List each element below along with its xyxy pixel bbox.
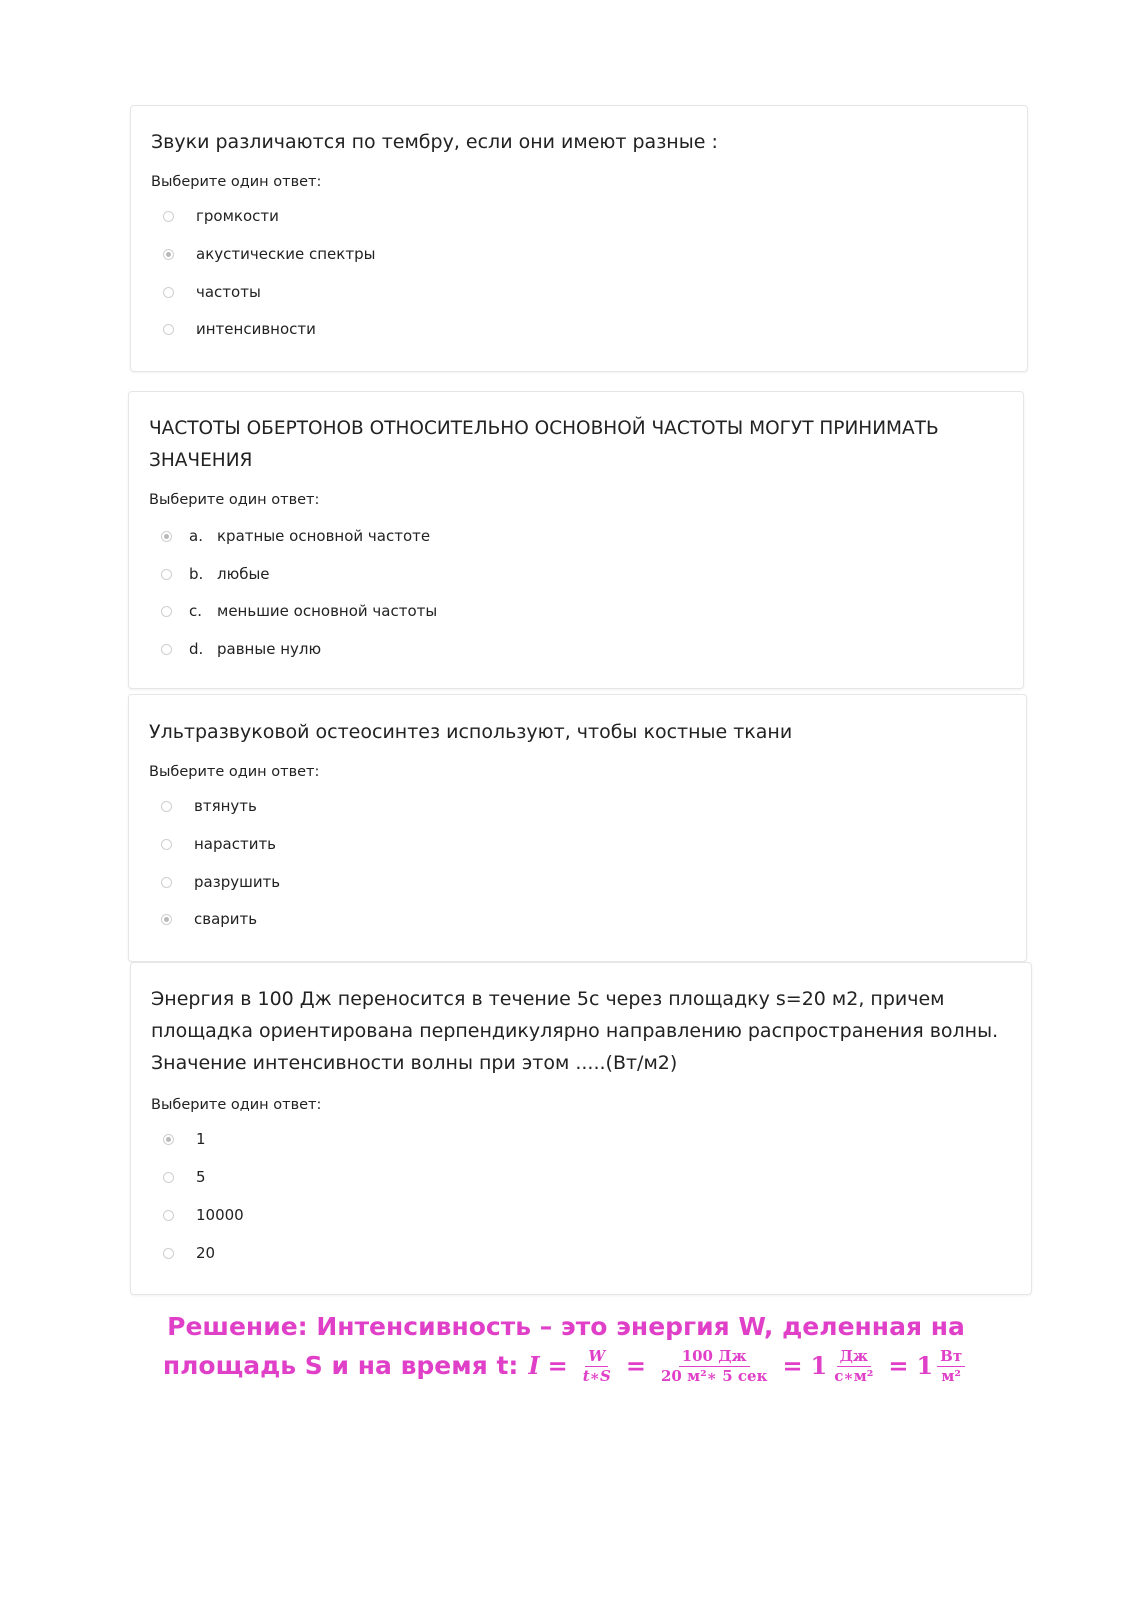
fraction-denominator: с∗м² — [834, 1366, 874, 1385]
radio-button[interactable] — [161, 801, 172, 812]
option-label: интенсивности — [196, 320, 316, 338]
option-letter: c. — [189, 602, 203, 620]
fraction-denominator: м² — [941, 1366, 961, 1385]
question-card-2 — [128, 391, 1024, 689]
answer-option[interactable] — [161, 599, 437, 623]
question-text: Энергия в 100 Дж переносится в течение 5с через площадку s=20 м2, причем площадка ориентирована перпендикулярно направлению распространения волны. Значение интенсивности волны при этом .....(Вт/м2) — [151, 988, 999, 1074]
fraction-unit-j — [831, 1347, 876, 1386]
option-label: меньшие основной частоты — [217, 602, 438, 620]
option-label: кратные основной частоте — [217, 527, 431, 545]
question-card-3 — [128, 694, 1027, 962]
fraction-numerator: Вт — [937, 1347, 965, 1367]
radio-button[interactable] — [161, 914, 172, 925]
formula-equals: = — [547, 1351, 568, 1380]
answer-option[interactable] — [163, 1165, 206, 1189]
answer-instruction: Выберите один ответ: — [151, 174, 322, 190]
question-card-4 — [130, 962, 1032, 1295]
answer-option[interactable] — [163, 1127, 206, 1151]
option-label: частоты — [196, 283, 261, 301]
option-label: равные нулю — [217, 640, 322, 658]
answer-option[interactable] — [163, 317, 316, 341]
option-label: акустические спектры — [196, 245, 376, 263]
option-label: разрушить — [194, 873, 281, 891]
option-letter: b. — [189, 565, 204, 583]
option-label: нарастить — [194, 835, 277, 853]
fraction-w-over-ts — [580, 1347, 614, 1386]
formula-one: 1 — [810, 1351, 828, 1380]
option-label: 1 — [196, 1130, 206, 1148]
question-text: Звуки различаются по тембру, если они имеют разные : — [151, 131, 718, 153]
formula-i: I — [528, 1351, 540, 1380]
radio-button[interactable] — [161, 606, 172, 617]
answer-option[interactable] — [161, 832, 276, 856]
answer-option[interactable] — [161, 524, 430, 548]
answer-instruction: Выберите один ответ: — [149, 764, 320, 780]
intensity-formula — [528, 1346, 969, 1386]
answer-instruction: Выберите один ответ: — [149, 492, 320, 508]
option-label: 5 — [196, 1168, 206, 1186]
radio-button[interactable] — [163, 1172, 174, 1183]
option-label: любые — [217, 565, 270, 583]
fraction-numerator: 100 Дж — [679, 1347, 750, 1367]
solution-line-1: Решение: Интенсивность – это энергия W, деленная на — [167, 1312, 965, 1341]
fraction-numerator: Дж — [837, 1347, 871, 1367]
answer-option[interactable] — [161, 637, 321, 661]
option-label: сварить — [194, 910, 258, 928]
fraction-denominator: t∗S — [582, 1366, 611, 1385]
radio-button[interactable] — [163, 1210, 174, 1221]
fraction-values — [658, 1347, 770, 1386]
option-label: втянуть — [194, 797, 257, 815]
radio-button[interactable] — [163, 1248, 174, 1259]
question-text: ЧАСТОТЫ ОБЕРТОНОВ ОТНОСИТЕЛЬНО ОСНОВНОЙ ЧАСТОТЫ МОГУТ ПРИНИМАТЬ ЗНАЧЕНИЯ — [149, 418, 939, 471]
radio-button[interactable] — [161, 877, 172, 888]
answer-instruction: Выберите один ответ: — [151, 1097, 322, 1113]
option-label: 20 — [196, 1244, 216, 1262]
answer-option[interactable] — [163, 1241, 215, 1265]
option-label: 10000 — [196, 1206, 244, 1224]
option-letter: d. — [189, 640, 204, 658]
radio-button[interactable] — [163, 287, 174, 298]
option-label: громкости — [196, 207, 279, 225]
radio-button[interactable] — [163, 324, 174, 335]
radio-button[interactable] — [163, 249, 174, 260]
radio-button[interactable] — [161, 569, 172, 580]
solution-prefix: площадь S и на время t: — [162, 1351, 519, 1380]
question-text: Ультразвуковой остеосинтез используют, чтобы костные ткани — [149, 721, 793, 743]
answer-option[interactable] — [161, 870, 280, 894]
solution-line-2 — [0, 1346, 1132, 1386]
question-card-1 — [130, 105, 1028, 372]
option-letter: a. — [189, 527, 203, 545]
radio-button[interactable] — [163, 1134, 174, 1145]
formula-one: 1 — [916, 1351, 934, 1380]
radio-button[interactable] — [161, 531, 172, 542]
formula-equals: = — [625, 1351, 646, 1380]
answer-option[interactable] — [161, 907, 257, 931]
formula-equals: = — [782, 1351, 803, 1380]
answer-option[interactable] — [163, 1203, 244, 1227]
formula-equals: = — [888, 1351, 909, 1380]
answer-option[interactable] — [161, 562, 270, 586]
radio-button[interactable] — [161, 839, 172, 850]
answer-option[interactable] — [163, 242, 375, 266]
fraction-numerator: W — [585, 1347, 608, 1367]
fraction-unit-w — [937, 1347, 965, 1386]
radio-button[interactable] — [161, 644, 172, 655]
answer-option[interactable] — [163, 204, 279, 228]
answer-option[interactable] — [161, 794, 257, 818]
fraction-denominator: 20 м²∗ 5 сек — [660, 1366, 768, 1385]
radio-button[interactable] — [163, 211, 174, 222]
answer-option[interactable] — [163, 280, 261, 304]
